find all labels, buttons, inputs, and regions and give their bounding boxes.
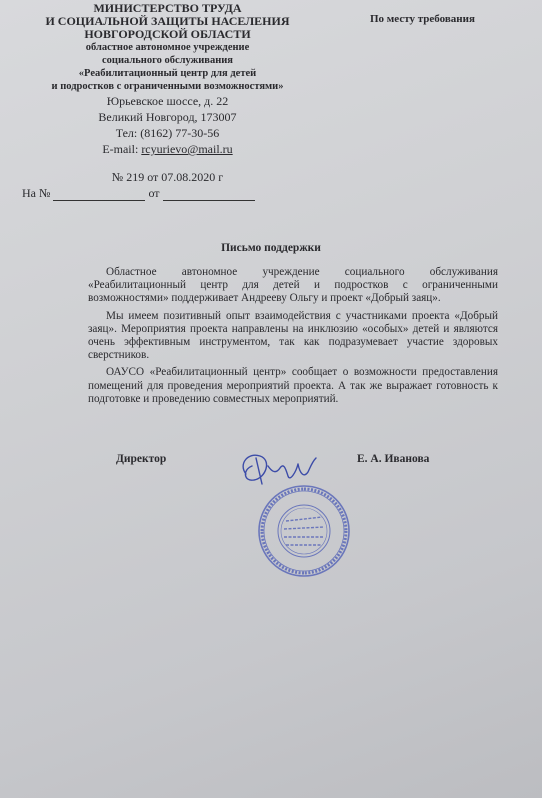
org-line-2: социального обслуживания (101, 55, 233, 66)
ministry-line-2: И СОЦИАЛЬНОЙ ЗАЩИТЫ НАСЕЛЕНИЯ (45, 14, 290, 28)
email-link[interactable]: rcyurievo@mail.ru (141, 142, 233, 156)
address-line-1: Юрьевское шоссе, д. 22 (106, 94, 229, 108)
phone-line: Тел: (8162) 77-30-56 (115, 126, 220, 140)
ref-date-blank (163, 188, 255, 201)
incoming-reference (22, 186, 255, 201)
ref-number-blank (53, 188, 145, 201)
letter-body (88, 266, 498, 410)
recipient-note: По месту требования (370, 13, 475, 25)
address-line-2: Великий Новгород, 173007 (98, 110, 237, 124)
org-line-4: и подростков с ограниченными возможностями» (51, 81, 284, 92)
email-line (0, 141, 335, 157)
signer-name: Е. А. Иванова (357, 453, 430, 465)
email-label: E-mail: (102, 142, 139, 156)
org-line-3: «Реабилитационный центр для детей (78, 68, 257, 79)
paragraph-3: ОАУСО «Реабилитационный центр» сообщает о возможности предоставления помещений для проведения мероприятий проекта. А так же выражает готовность к подготовке и проведению совместных мероприятий. (88, 366, 498, 405)
letterhead (0, 0, 335, 157)
org-line-1: областное автономное учреждение (85, 42, 250, 53)
paragraph-1: Областное автономное учреждение социального обслуживания «Реабилитационный центр для детей и подростков с ограниченными возможностями» поддерживает Андрееву Ольгу и проект «Добрый заяц». (88, 266, 498, 305)
letter-title: Письмо поддержки (221, 242, 321, 254)
ref-from: от (148, 186, 160, 200)
outgoing-number: № 219 от 07.08.2020 г (111, 170, 224, 184)
official-seal-stamp (256, 483, 352, 579)
ministry-line-1: МИНИСТЕРСТВО ТРУДА (93, 1, 242, 15)
ministry-line-3: НОВГОРОДСКОЙ ОБЛАСТИ (84, 27, 251, 41)
signer-position: Директор (116, 453, 167, 465)
paragraph-2: Мы имеем позитивный опыт взаимодействия с участниками проекта «Добрый заяц». Мероприятия проекта направлены на инклюзию «особых» детей и являются очень эффективным инструментом, так как подразумевает участие здоровых сверстников. (88, 309, 498, 362)
ref-prefix: На № (22, 186, 51, 200)
